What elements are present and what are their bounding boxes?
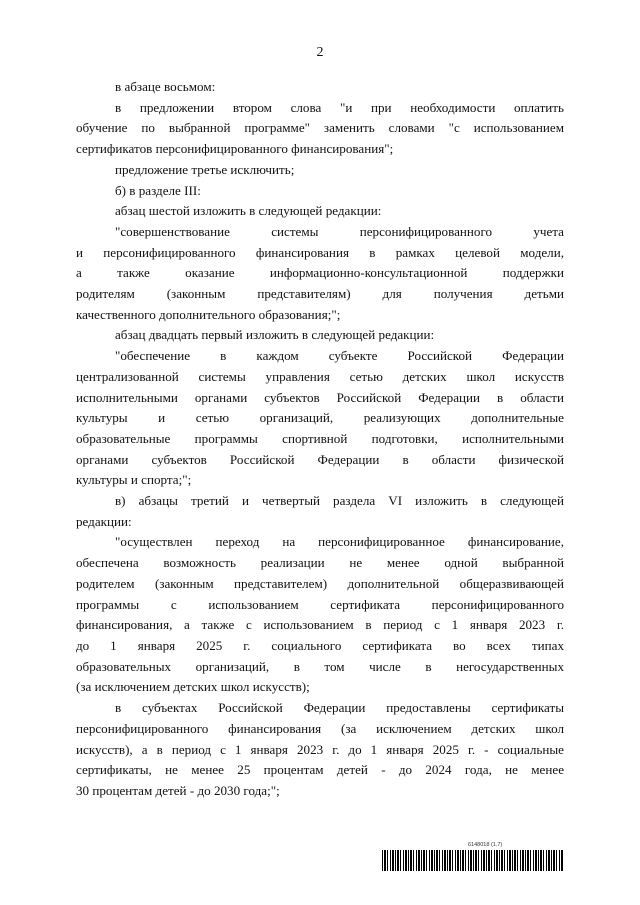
text-line: а также оказание информационно-консультационной поддержки (76, 265, 564, 281)
text-line: качественного дополнительного образования;"; (76, 306, 341, 322)
text-line: (за исключением детских школ искусств); (76, 679, 310, 695)
text-line: "осуществлен переход на персонифицированное финансирование, (115, 534, 564, 550)
text-line: родителем (законным представителем) дополнительной общеразвивающей (76, 575, 564, 591)
text-line: в абзаце восьмом: (115, 79, 216, 94)
text-line: предложение третье исключить; (115, 161, 295, 177)
document-code: 6148018 (1.7) (468, 842, 503, 848)
text-line: в предложении втором слова "и при необходимости оплатить (115, 99, 564, 115)
text-line: б) в разделе III: (115, 182, 201, 198)
text-line: и персонифицированного финансирования в рамках целевой модели, (76, 244, 564, 260)
text-line: в) абзацы третий и четвертый раздела VI изложить в следующей (115, 493, 564, 509)
text-line: "обеспечение в каждом субъекте Российской Федерации (115, 348, 564, 364)
text-line: "совершенствование системы персонифицированного учета (115, 223, 564, 239)
barcode-image (382, 850, 564, 871)
text-line: культуры и спорта;"; (76, 472, 192, 488)
text-line: образовательных организаций, в том числе в негосударственных (76, 658, 564, 674)
text-line: абзац двадцать первый изложить в следующей редакции: (115, 327, 435, 343)
text-line: абзац шестой изложить в следующей редакции: (115, 203, 382, 219)
text-line: сертификаты, не менее 25 процентам детей - до 2024 года, не менее (76, 762, 564, 778)
text-line: централизованной системы управления сетью детских школ искусств (76, 368, 564, 384)
text-line: культуры и сетью организаций, реализующих дополнительные (76, 410, 564, 426)
text-line: сертификатов персонифицированного финансирования"; (76, 141, 394, 157)
text-line: образовательные программы спортивной подготовки, исполнительными (76, 430, 564, 446)
text-line: 30 процентам детей - до 2030 года;"; (76, 782, 280, 798)
text-line: персонифицированного финансирования (за исключением детских школ (76, 720, 564, 736)
text-line: программы с использованием сертификата персонифицированного (76, 596, 564, 612)
page-number: 2 (316, 45, 324, 60)
text-line: обучение по выбранной программе" заменить словами "с использованием (76, 120, 564, 136)
text-line: искусств), а в период с 1 января 2023 г. до 1 января 2025 г. - социальные (76, 741, 564, 757)
text-line: финансирования, а также с использованием в период с 1 января 2023 г. (76, 617, 564, 633)
text-line: редакции: (76, 513, 132, 529)
text-line: исполнительными органами субъектов Российской Федерации в области (76, 389, 564, 405)
text-line: до 1 января 2025 г. социального сертификата во всех типах (76, 637, 564, 653)
document-body (76, 77, 564, 802)
text-line: родителям (законным представителям) для получения детьми (76, 286, 564, 302)
text-line: обеспечена возможность реализации не менее одной выбранной (76, 555, 564, 571)
text-line: органами субъектов Российской Федерации в области физической (76, 451, 564, 467)
text-line: в субъектах Российской Федерации предоставлены сертификаты (115, 700, 564, 716)
